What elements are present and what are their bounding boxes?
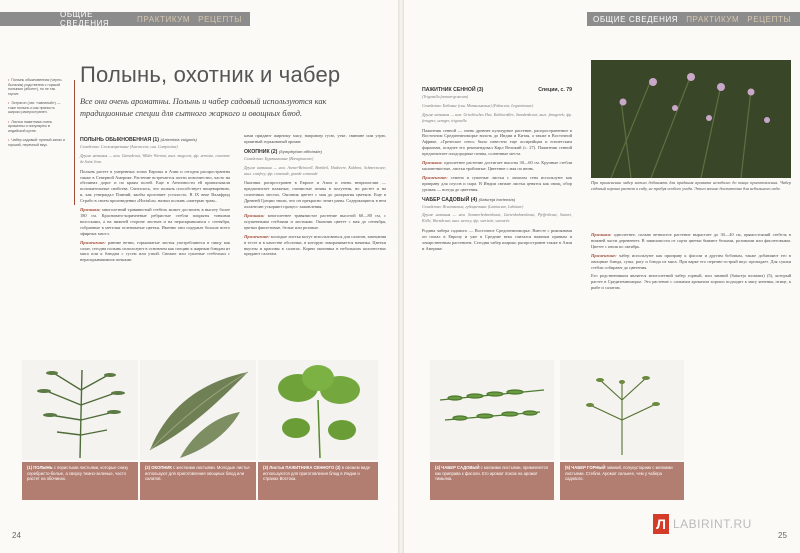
body-paragraph: Признаки: однолетнее, сильно ветвистое растение вырастает до 30—40 см, прямостоячий стебель в нижней части деревенеет. В зависимости от сорта цветки бывают белыми, розовыми или фиолетовыми. Цветет с июля по октябрь. [591,232,791,249]
book-gutter [398,0,404,553]
caption-summer-savory: (4) ЧАБЕР САДОВЫЙ с мелкими листьями, применяется как приправа к фасоли. Его аромат похож на аромат тимьяна. [430,462,554,500]
body-paragraph: Пажитник сенной — очень древнее культурное растение, распространенное в Восточном Средиземноморье вплоть до Индии и Китая, а также в Восточной Африке. «Греческое сено» было известно еще ассирийцам и египетским фараонам, позднее его рекомендовал Карл Великий (с. 27). Пажитник сенной предпочитает плодородные почвы, солнечные места. [422,127,572,157]
sidebar-note: • Полынь обыкновенная (черно-быльник) родственна с горькой полынью (абсент), но не так горчит. [8,78,66,96]
text-column-right-1 [422,84,572,255]
body-paragraph: Родина чабера садового — Восточное Средиземноморье. Вместе с римлянами он попал в Европу и уже в Средние века считался важным пряным и лекарственным растением. Сегодня чабер широко распространен также в Азии и Америке. [422,228,572,251]
photo-caption-savory: При применении чабер важно добавлять для придания аромата незадолго до конца приготовления. Чабер садовый хорошо растет в саду, не требуя особого ухода. Этого вполне достаточно для небольшого сада. [591,180,791,191]
body-paragraph: Применение: молодые листья могут использоваться для салатов, запекания в тесте и в качестве оболочки, в которую заворачивается начинка. Цветки вкусны и красивы в салатах. Корни окопника в небольших количествах придают салатам. [244,233,386,257]
other-names: Другие названия — нем. Gänsekraut, Wilder Wermut, англ. mugwort, фр. armoise, couronne de Saint Jean. [80,153,230,164]
section-heading-mugwort: ПОЛЫНЬ ОБЫКНОВЕННАЯ (1) (Artemisia vulgaris) [80,137,197,143]
family-note: Семейство: Сложноцветные (Asteraceae, син. Compositae) [80,144,178,149]
body-paragraph: Окопник распространен в Европе и Азии и очень неприхотлив — предпочитает влажные, глинистые почвы в полутени, но растет и на солнечных местах. Окопник цветет с мая до раскрытия цветков. Еще в Древней Греции знали, что он прекрасно лечит раны. Содержащиеся в нем аллантоин ускоряют процесс заживления. [244,180,386,210]
page-subtitle: Все они очень ароматны. Полынь и чабер садовый используются как традиционные специи для сытного жаркого и овощных блюд. [80,97,327,118]
sidebar-notes [8,78,66,198]
tab-general: ОБЩИЕ СВЕДЕНИЯ [593,14,679,24]
body-paragraph: Его родственником является многолетний чабер горный, или зимний (Satureja montana) (5), который растет в Средиземноморье. Это растение с сильным ароматом хорошо подходит к мясу ягненка, птице, к рыбе и салатам. [591,273,791,291]
text-column-left-2 [244,133,386,260]
section-heading-fenugreek: ПАЖИТНИК СЕННОЙ (3) Специи, с. 79 [422,87,572,93]
tab-general: ОБЩИЕ СВЕДЕНИЯ [60,10,110,28]
watermark-brand: LABIRINT.RU [673,517,752,531]
family-note: Семейство: Яснотковые, губоцветные (Lamiaceae, Labiatae) [422,204,524,209]
photo-mugwort [22,360,138,460]
photo-savory-flowers [591,60,791,178]
section-header-right [587,12,800,26]
family-note: Семейство: Бобовые (син. Мотыльковые) (Fabaceae, Leguminosae) [422,103,534,108]
body-paragraph: Полынь растет в умеренных зонах Европы и Азии и сегодня распространена также в Северной Америке. Растение встречается почти повсеместно, часто на обочинах дорог и по краям полей. Еще в Античности ей приписывали положительные свойства. Считалось, что полынь способствует пищеварению, и, как утверждал Плиний, якобы прогоняет усталость. В IX веке Валафрид Страбо в своем произведении «Hortulus» назвал полынь «матерью трав». [80,168,230,204]
photo-winter-savory [560,360,684,460]
tab-recipes: РЕЦЕПТЫ [747,14,792,24]
other-names: Другие названия — нем. Griechisches Heu, Kuhhornklee, Stundenkraut; англ. fenugreek; фр. fenugrec, senegre, trigonelle. [422,112,572,123]
tab-practice: ПРАКТИКУМ [137,14,191,24]
page-number-left: 24 [12,531,21,540]
other-names: Другие названия — нем. Arznei-Beinwell, Beinheil, Hasbeere, Kuhbrot, Schmerzwurz; англ. comfrey; фр. consoude, grande consoude [244,165,386,176]
caption-fenugreek: (3) Листья ПАЖИТНИКА СЕННОГО (3) в свежем виде используются для приготовления блюд в Индии и странах Востока. [258,462,378,500]
caption-comfrey: (2) ОКОПНИК с жесткими листьями. Молодые листья используют для приготовления овощных блюд или салатов. [140,462,256,500]
body-paragraph: Применение: ранние ветви, горьковатые листья употребляются в пищу как салат, сегодня полынь используют в основном как специю к жирным блюдам из мяса или к блюдам с гусем или уткой. Свежие или сушеные стебельки с нераскрывшимися почками [80,239,230,263]
sidebar-note: • Чабер садовый: пряный запах и горький, перечный вкус. [8,138,66,147]
body-paragraph: Признаки: многолетнее травянистое растение высотой 60—80 см, с опушенными стеблями и листьями. Окопник цветет с мая до сентября, цветки фиолетовые, белые или розовые. [244,212,386,230]
sidebar-divider [74,80,75,205]
text-column-right-2 [591,232,791,294]
photo-summer-savory [430,360,554,460]
body-paragraph: Признаки: многолетний травянистый стебель может достигать в высоту более 180 см. Красновато-коричневые ребристые стебли покрыты тонкими волосками, а на нижней стороне листьев и на нераскрывшихся с сентября, собранные в метелки зеленоватые цветки. Именно они содержат больше всего эфирных масел. [80,207,230,236]
photo-fenugreek [258,360,378,460]
sidebar-note: • Листья пажитника очень ароматны и популярны в индийской кухне. [8,120,66,134]
photo-comfrey [140,360,256,460]
caption-winter-savory: (5) ЧАБЕР ГОРНЫЙ зимний, полукустарник с мелкими листьями. Стебли. Аромат сильнее, чем у чабера садового. [560,462,684,500]
page-title: Полынь, охотник и чабер [80,62,341,87]
body-paragraph: Признаки: однолетнее растение достигает высоты 30—60 см. Крупные стебли маловетвистые, листья тройчатые. Цветение с мая по июнь. [422,160,572,171]
text-column-left-1 [80,133,230,266]
tab-practice: ПРАКТИКУМ [686,14,740,24]
section-heading-comfrey: ОКОПНИК (2) (Symphytum officinale) [244,148,322,155]
page-number-right: 25 [778,531,787,540]
section-heading-savory: ЧАБЕР САДОВЫЙ (4) (Satureja hortensis) [422,196,516,203]
sidebar-note: • Эстрагон (лат. «змеиный») — тоже полынь и как пряность широко распространен. [8,101,66,115]
family-note: Семейство: Бурачниковые (Boraginaceae) [244,156,314,161]
tab-recipes: РЕЦЕПТЫ [198,14,242,24]
body-paragraph: Применение: чабер используют как приправу к фасоли и другим бобовым, также добавляют его в овощные блюда, супы, рагу и блюда из мяса. При варке его перечно-острый вкус пропадает. Для сушки стебли собирают до цветения. [591,252,791,270]
section-header-left [0,12,250,26]
labirint-logo-icon: Л [653,514,669,534]
other-names: Другие названия — нем. Sommerbohnenkraut, Gartenbohnenkraut, Pfefferkraut, Saturei, Kölle, Wurstkraut; англ. savory; фр. sarriette, savourée. [422,213,572,224]
body-paragraph: Применение: семена и сушеные листья с запахом сена используют как приправу для соусов и сыра. В Индии свежие листья ценятся как овощ, обор урожая — всегда до цветения. [422,174,572,192]
caption-mugwort: (1) ПОЛЫНЬ с перистыми листьями, которые снизу серебристо-белые, а сверху темно-зеленые, часто растет на обочинах. [22,462,138,500]
body-paragraph: ками придают жирному мясу, например гусю, утке, свинине или угрю, приятный горьковатый аромат. [244,133,386,144]
latin-name: (Trigonella foenum-graecum) [422,94,469,99]
